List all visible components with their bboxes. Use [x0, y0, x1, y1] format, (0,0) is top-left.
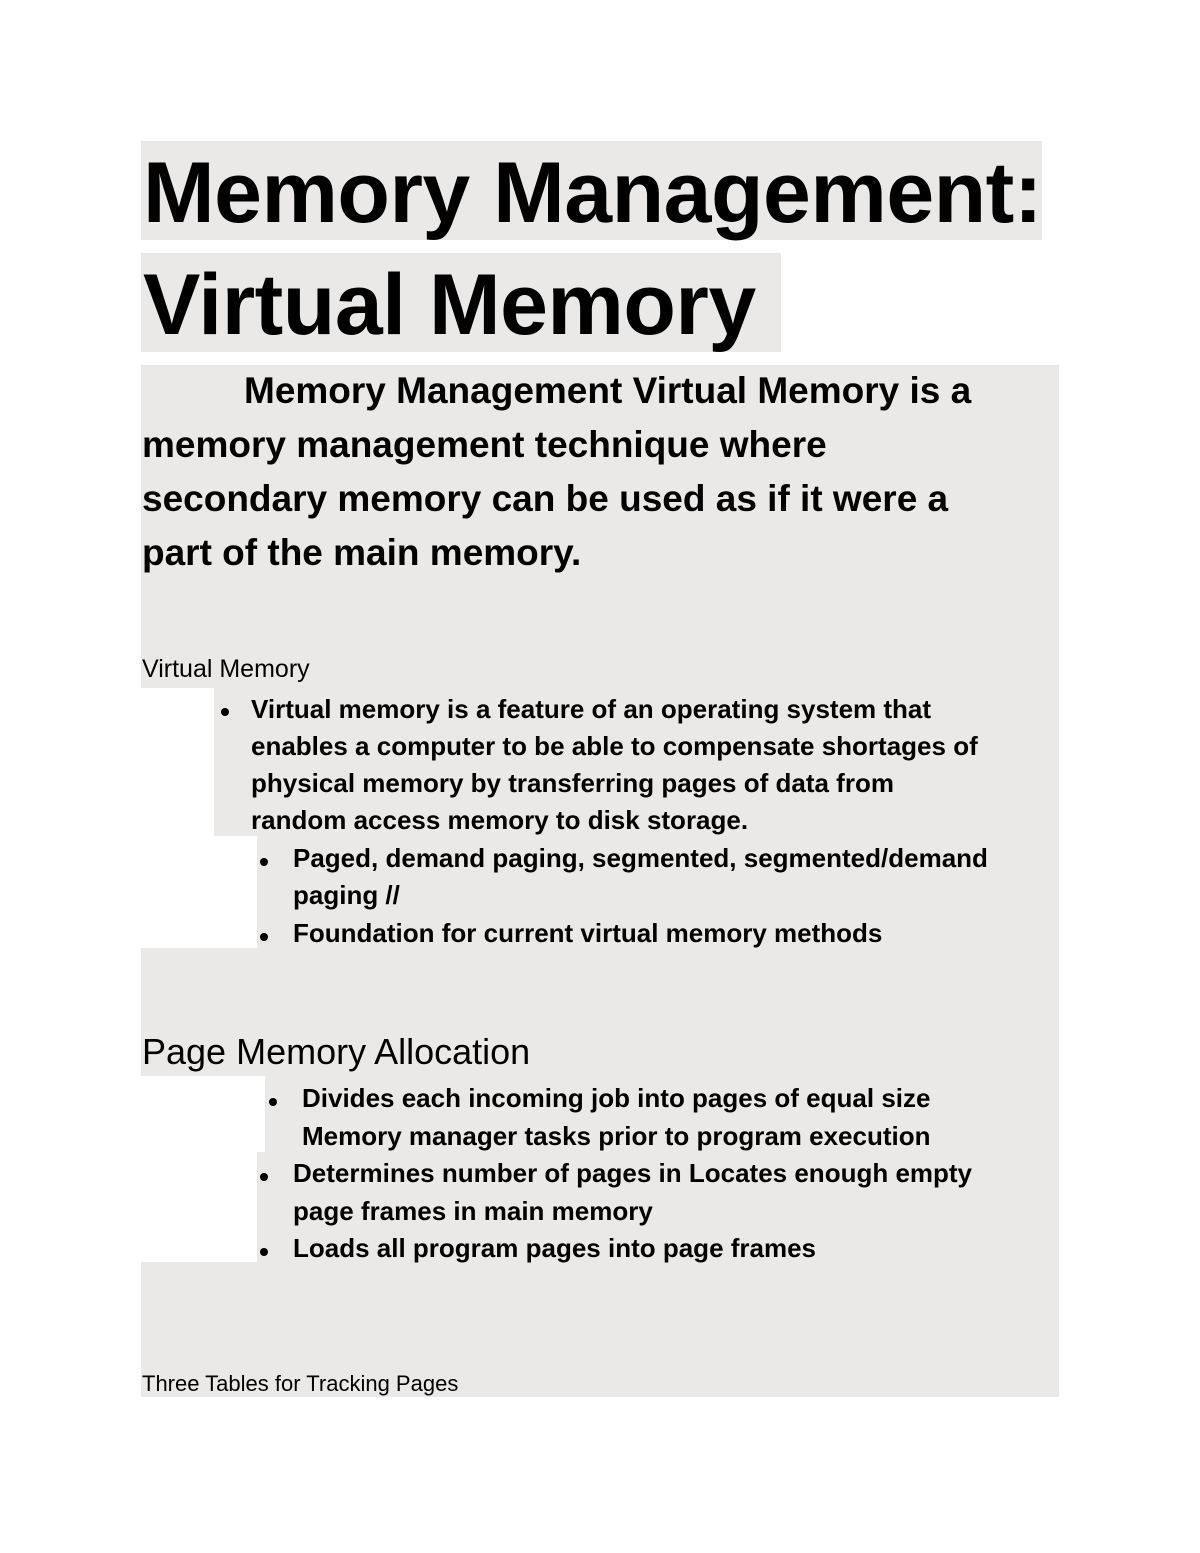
vm-bullet-line-3: physical memory by transferring pages of data from: [251, 768, 894, 798]
intro-line-1: Memory Management Virtual Memory is a: [244, 370, 972, 411]
pa-bullet-1-line-2: Memory manager tasks prior to program execution: [302, 1121, 931, 1151]
bullet-icon: [260, 1248, 268, 1256]
indent-gap-3: [141, 1076, 265, 1152]
bullet-icon: [260, 858, 268, 866]
pa-bullet-3: Loads all program pages into page frames: [293, 1233, 817, 1263]
bullet-icon: [269, 1098, 277, 1106]
intro-line-4: part of the main memory.: [142, 532, 582, 573]
intro-line-2: memory management technique where: [142, 424, 827, 465]
vm-sub-bullet-1-line-2: paging //: [293, 880, 400, 910]
title-line-1: Memory Management:: [143, 145, 1042, 241]
tracking-tables-heading: Three Tables for Tracking Pages: [142, 1371, 459, 1396]
vm-bullet-line-4: random access memory to disk storage.: [251, 805, 749, 835]
vm-bullet-line-2: enables a computer to be able to compensate shortages of: [251, 731, 978, 761]
pa-bullet-1-line-1: Divides each incoming job into pages of equal size: [302, 1083, 931, 1113]
title-line-2: Virtual Memory: [143, 257, 756, 353]
indent-gap-1: [141, 688, 214, 836]
bullet-icon: [221, 708, 229, 716]
vm-bullet-line-1: Virtual memory is a feature of an operating system that: [251, 694, 932, 724]
page-allocation-heading: Page Memory Allocation: [142, 1031, 531, 1072]
vm-sub-bullet-1-line-1: Paged, demand paging, segmented, segmented/demand: [293, 843, 988, 873]
virtual-memory-heading: Virtual Memory: [142, 655, 310, 683]
indent-gap-2: [141, 836, 257, 948]
vm-sub-bullet-2: Foundation for current virtual memory methods: [293, 918, 883, 948]
intro-line-3: secondary memory can be used as if it were a: [142, 478, 949, 519]
pa-bullet-2-line-2: page frames in main memory: [293, 1196, 653, 1226]
indent-gap-4: [141, 1152, 257, 1262]
bullet-icon: [260, 1173, 268, 1181]
bullet-icon: [260, 933, 268, 941]
pa-bullet-2-line-1: Determines number of pages in Locates enough empty: [293, 1158, 973, 1188]
